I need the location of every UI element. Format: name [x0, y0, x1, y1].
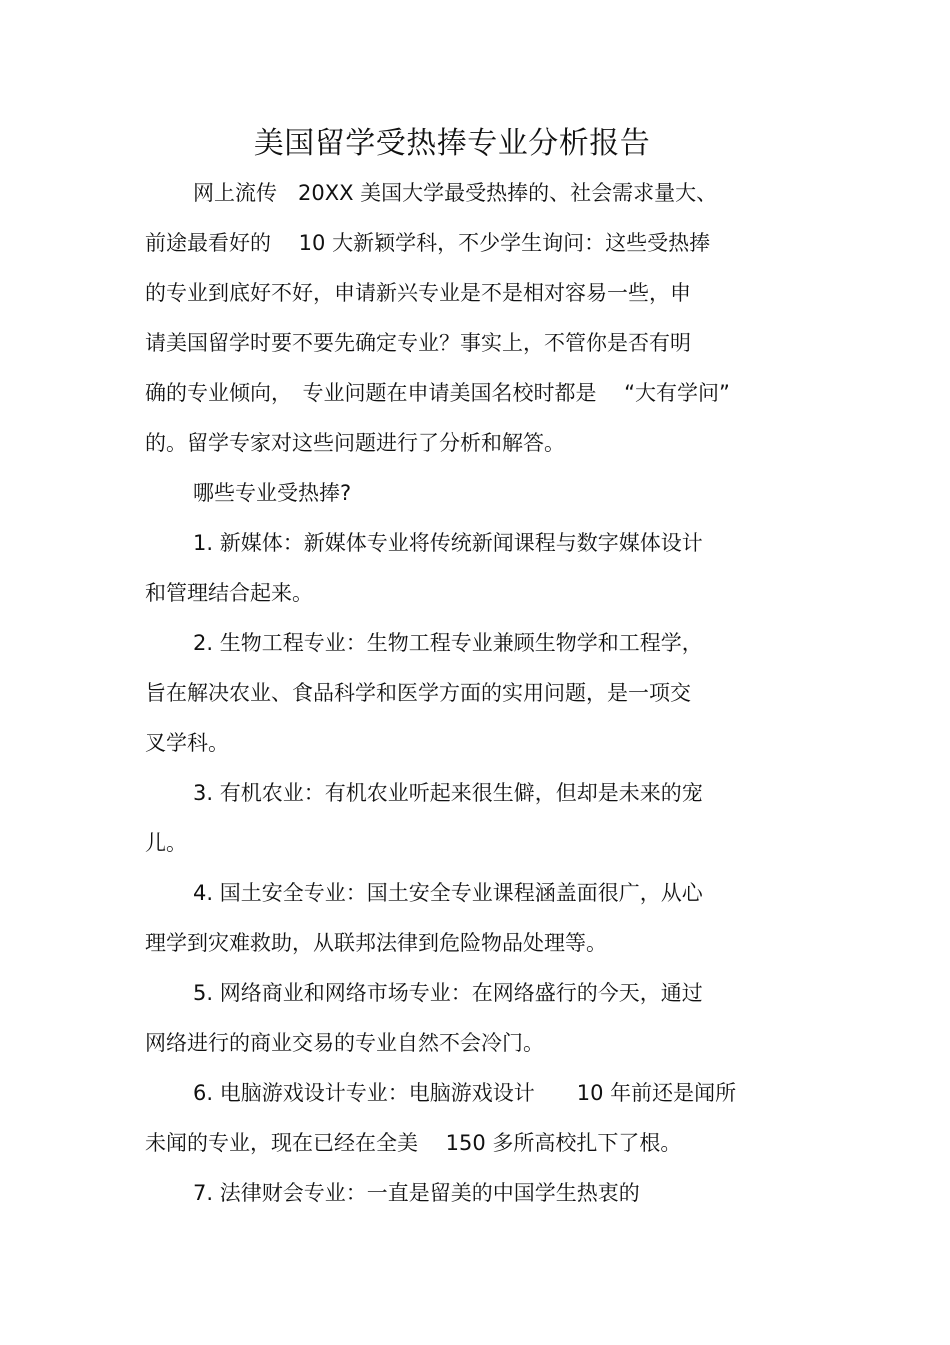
list-item-line: 网络进行的商业交易的专业自然不会冷门。: [145, 1031, 544, 1055]
paragraph-line: 请美国留学时要不要先确定专业？事实上，不管你是否有明: [145, 331, 691, 355]
list-item-line: 和管理结合起来。: [145, 581, 313, 605]
paragraph-line: 的。留学专家对这些问题进行了分析和解答。: [145, 431, 565, 455]
list-item-line: 2. 生物工程专业：生物工程专业兼顾生物学和工程学，: [193, 631, 703, 655]
paragraph-line: 的专业到底好不好，申请新兴专业是不是相对容易一些，申: [145, 281, 691, 305]
paragraph-line: 确的专业倾向， 专业问题在申请美国名校时都是 “大有学问”: [145, 381, 730, 405]
list-item-line: 1. 新媒体：新媒体专业将传统新闻课程与数字媒体设计: [193, 531, 703, 555]
list-item-line: 叉学科。: [145, 731, 229, 755]
document-title: 美国留学受热捧专业分析报告: [253, 126, 651, 161]
list-item-line: 理学到灾难救助，从联邦法律到危险物品处理等。: [145, 931, 607, 955]
paragraph-line: 前途最看好的 10 大新颖学科，不少学生询问：这些受热捧: [145, 231, 711, 255]
list-item-line: 旨在解决农业、食品科学和医学方面的实用问题，是一项交: [145, 681, 691, 705]
list-item-line: 儿。: [145, 831, 187, 855]
paragraph-line: 网上流传 20XX 美国大学最受热捧的、社会需求量大、: [193, 181, 718, 205]
list-item-line: 5. 网络商业和网络市场专业：在网络盛行的今天，通过: [193, 981, 703, 1005]
list-item-line: 未闻的专业，现在已经在全美 150 多所高校扎下了根。: [145, 1131, 682, 1155]
list-item-line: 3. 有机农业：有机农业听起来很生僻，但却是未来的宠: [193, 781, 703, 805]
list-item-line: 6. 电脑游戏设计专业：电脑游戏设计 10 年前还是闻所: [193, 1081, 737, 1105]
list-item-line: 4. 国土安全专业：国土安全专业课程涵盖面很广，从心: [193, 881, 703, 905]
list-item-line: 7. 法律财会专业：一直是留美的中国学生热衷的: [193, 1181, 640, 1205]
section-heading: 哪些专业受热捧?: [193, 481, 352, 505]
